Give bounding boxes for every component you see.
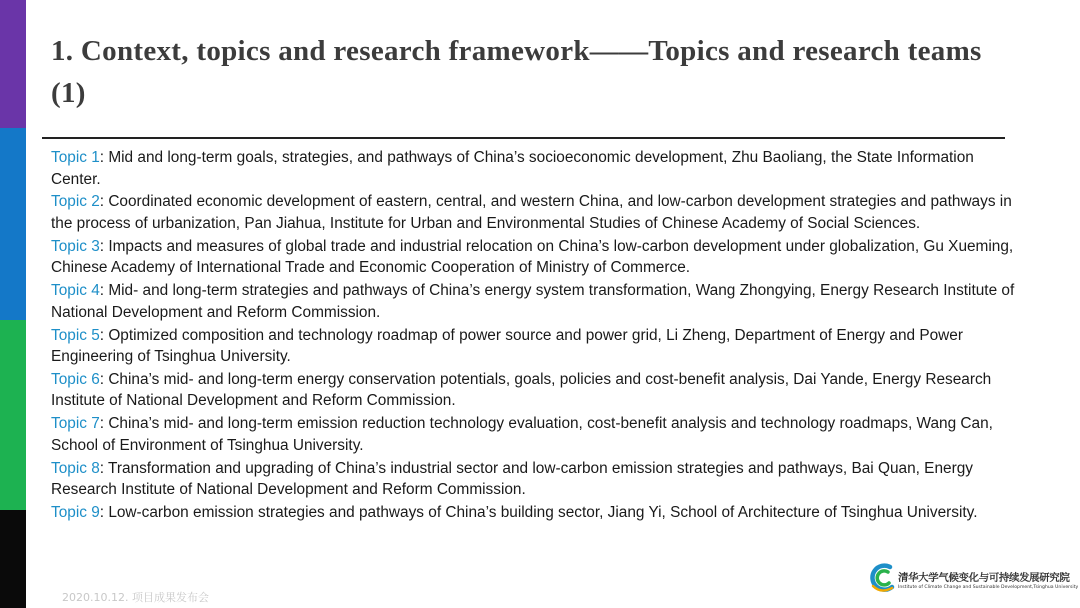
side-bar-green (0, 320, 26, 510)
slide-title: 1. Context, topics and research framework——Topics and research teams (1) (51, 35, 982, 109)
topic-text: : Low-carbon emission strategies and pathways of China’s building sector, Jiang Yi, School of Architecture of Tsinghua University. (99, 504, 978, 522)
side-color-bar (0, 0, 26, 608)
topic-item (51, 413, 1026, 456)
topic-text: : Impacts and measures of global trade and industrial relocation on China’s low-carbon development under globalization, Gu Xueming, Chinese Academy of International Trade and Economic Cooperation of Ministry of Commerce. (51, 237, 1014, 277)
topic-item (51, 191, 1026, 234)
topic-item (51, 458, 1026, 501)
topic-text: : Transformation and upgrading of China’s industrial sector and low-carbon emission strategies and pathways, Bai Quan, Energy Research Institute of National Development and Reform Commission. (51, 459, 973, 499)
side-bar-blue (0, 128, 26, 320)
topic-text: : Mid and long-term goals, strategies, and pathways of China’s socioeconomic development, Zhu Baoliang, the State Information Center. (51, 149, 974, 188)
topic-text: : Coordinated economic development of eastern, central, and western China, and low-carbon development strategies and pathways in the process of urbanization, Pan Jiahua, Institute for Urban and Environmental Studies of Chinese Academy of Social Sciences. (51, 193, 1012, 232)
topic-item (51, 369, 1026, 412)
institute-name-cn: 清华大学气候变化与可持续发展研究院 (898, 572, 1070, 584)
side-bar-purple (0, 0, 26, 128)
topic-label: Topic 2 (51, 193, 100, 211)
topic-label: Topic 1 (51, 149, 100, 166)
topic-text: : Mid- and long-term strategies and pathways of China’s energy system transformation, Wang Zhongying, Energy Research Institute of National Development and Reform Commission. (51, 282, 1015, 321)
topic-label: Topic 8 (51, 459, 100, 477)
title-divider (42, 137, 1005, 139)
footer-event-date: 2020.10.12. 项目成果发布会 (62, 591, 209, 604)
topic-item (51, 280, 1026, 323)
side-bar-black (0, 510, 26, 608)
topic-item (51, 236, 1026, 279)
topic-label: Topic 7 (51, 415, 100, 433)
topic-list (51, 147, 1026, 525)
topic-label: Topic 5 (51, 326, 100, 344)
institute-name-en: Institute of Climate Change and Sustainable Development,Tsinghua University (898, 585, 1079, 590)
topic-text: : Optimized composition and technology roadmap of power source and power grid, Li Zheng, Department of Energy and Power Engineering of Tsinghua University. (51, 326, 963, 366)
topic-item (51, 147, 1026, 190)
institute-logo (868, 561, 1079, 599)
topic-label: Topic 4 (51, 282, 100, 300)
topic-label: Topic 9 (51, 504, 100, 522)
topic-text: : China’s mid- and long-term energy conservation potentials, goals, policies and cost-benefit analysis, Dai Yande, Energy Research Institute of National Development and Reform Commission. (51, 370, 992, 410)
topic-item (51, 502, 1026, 524)
institute-c-logo-icon (868, 561, 898, 595)
topic-text: : China’s mid- and long-term emission reduction technology evaluation, cost-benefit analysis and technology roadmaps, Wang Can, School of Environment of Tsinghua University. (51, 415, 993, 454)
topic-item (51, 325, 1026, 368)
topic-label: Topic 6 (51, 370, 100, 388)
topic-label: Topic 3 (51, 237, 100, 255)
